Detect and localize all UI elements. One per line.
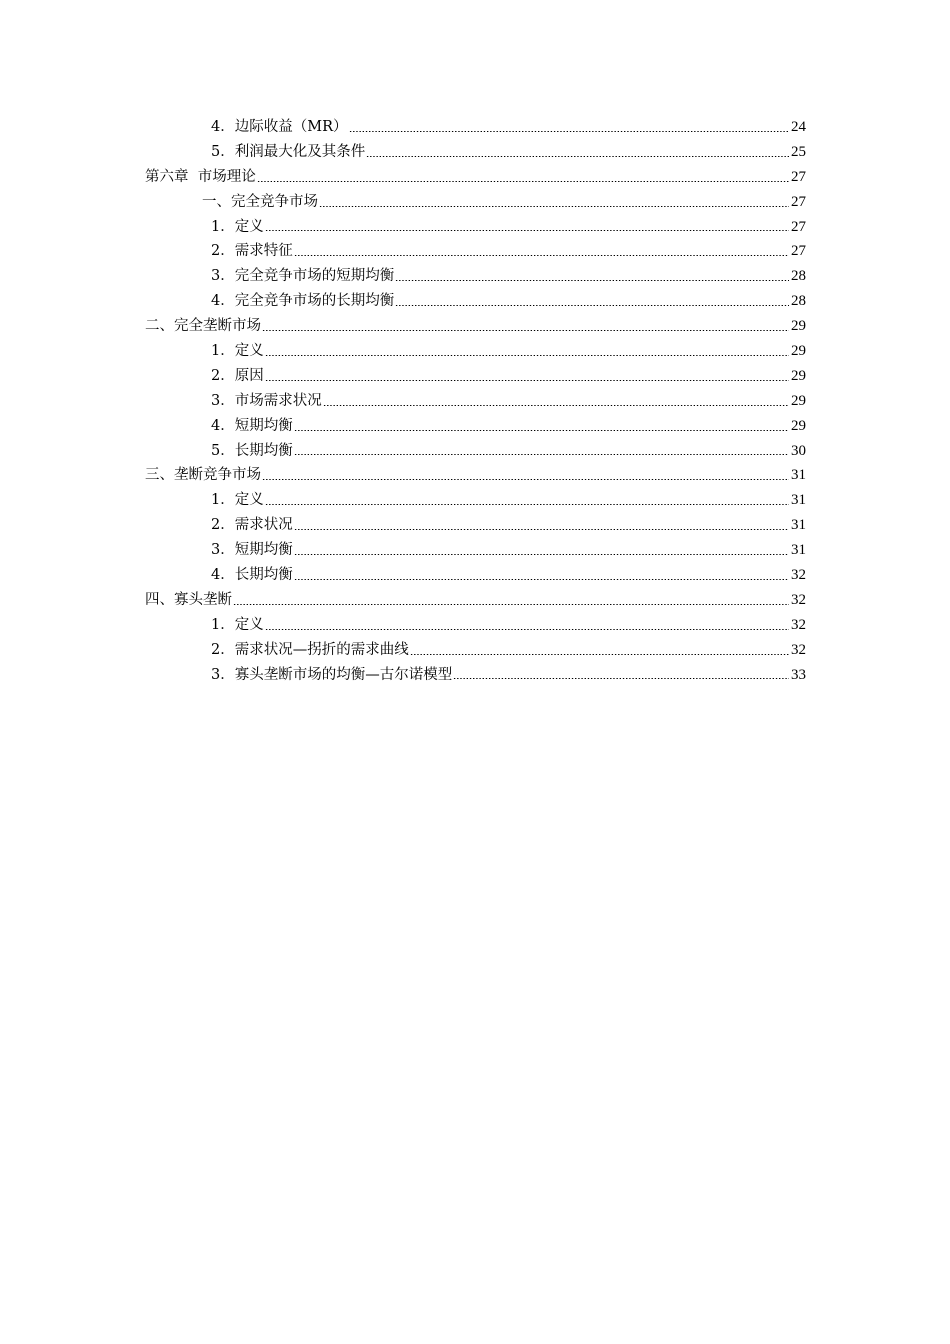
- toc-dot-leader: [294, 529, 789, 530]
- toc-page-number: 29: [791, 367, 806, 384]
- toc-entry-monopoly-demand[interactable]: [0, 389, 950, 414]
- toc-page-number: 27: [791, 218, 806, 235]
- toc-dot-leader: [410, 654, 789, 655]
- toc-page-number: 31: [791, 517, 806, 534]
- toc-page-number: 31: [791, 467, 806, 484]
- toc-entry-monopoly-causes[interactable]: [0, 364, 950, 389]
- toc-entry-mc-demand[interactable]: [0, 513, 950, 538]
- toc-page-number: 24: [791, 119, 806, 135]
- toc-entry-monopoly[interactable]: [0, 314, 950, 339]
- toc-dot-leader: [395, 280, 789, 281]
- toc-entry-label: 4．完全竞争市场的长期均衡: [211, 293, 395, 310]
- toc-entry-monopoly-long-run[interactable]: [0, 439, 950, 464]
- toc-dot-leader: [265, 629, 789, 630]
- toc-entry-label: 3．市场需求状况: [211, 392, 322, 409]
- toc-entry-label: 1．定义: [211, 343, 264, 360]
- toc-entry-label: 一、完全竞争市场: [202, 193, 318, 210]
- toc-entry-mc-long-run[interactable]: [0, 563, 950, 588]
- toc-entry-label: 4．边际收益（MR）: [211, 119, 348, 135]
- toc-entry-mc-definition[interactable]: [0, 488, 950, 513]
- toc-page-number: 27: [791, 193, 806, 210]
- toc-page-number: 32: [791, 567, 806, 584]
- toc-entry-pc-definition[interactable]: [0, 215, 950, 240]
- toc-page-number: 29: [791, 417, 806, 434]
- toc-entry-label: 1．定义: [211, 218, 264, 235]
- toc-entry-pc-demand[interactable]: [0, 239, 950, 264]
- toc-entry-label: 2．需求状况—拐折的需求曲线: [211, 641, 409, 658]
- toc-page-number: 28: [791, 268, 806, 285]
- toc-entry-pc-long-run[interactable]: [0, 289, 950, 314]
- toc-entry-label: 2．需求特征: [211, 243, 293, 260]
- toc-entry-label: 3．寡头垄断市场的均衡—古尔诺模型: [211, 666, 453, 683]
- toc-dot-leader: [257, 181, 789, 182]
- toc-page-number: 32: [791, 591, 806, 608]
- toc-page-number: 31: [791, 492, 806, 509]
- toc-entry-oligopoly-definition[interactable]: [0, 613, 950, 638]
- toc-entry-label: 2．需求状况: [211, 517, 293, 534]
- toc-entry-perfect-competition[interactable]: [0, 190, 950, 215]
- toc-dot-leader: [265, 355, 789, 356]
- toc-page-number: 32: [791, 641, 806, 658]
- toc-dot-leader: [366, 156, 789, 157]
- toc-page-number: 27: [791, 243, 806, 260]
- toc-dot-leader: [395, 305, 789, 306]
- toc-entry-label: 3．短期均衡: [211, 542, 293, 559]
- toc-entry-label: 4．短期均衡: [211, 417, 293, 434]
- toc-entry-oligopoly[interactable]: [0, 588, 950, 613]
- toc-page-number: 29: [791, 392, 806, 409]
- toc-entry-label: 3．完全竞争市场的短期均衡: [211, 268, 395, 285]
- toc-entry-label: 4．长期均衡: [211, 567, 293, 584]
- toc-dot-leader: [294, 554, 789, 555]
- toc-entry-label: 1．定义: [211, 616, 264, 633]
- toc-entry-label: 三、垄断竞争市场: [145, 467, 261, 484]
- toc-dot-leader: [233, 604, 789, 605]
- toc-dot-leader: [294, 454, 789, 455]
- toc-dot-leader: [294, 430, 789, 431]
- toc-entry-label: 第六章 市场理论: [145, 168, 256, 185]
- toc-page-number: 28: [791, 293, 806, 310]
- toc-entry-monopoly-short-run[interactable]: [0, 414, 950, 439]
- toc-entry-label: 二、完全垄断市场: [145, 318, 261, 335]
- toc-dot-leader: [323, 405, 789, 406]
- toc-dot-leader: [349, 131, 790, 132]
- table-of-contents: [0, 115, 950, 687]
- toc-dot-leader: [319, 206, 789, 207]
- toc-entry-mc-short-run[interactable]: [0, 538, 950, 563]
- toc-entry-kinked-demand[interactable]: [0, 638, 950, 663]
- toc-entry-marginal-revenue[interactable]: [0, 115, 950, 140]
- toc-dot-leader: [294, 579, 789, 580]
- toc-entry-label: 1．定义: [211, 492, 264, 509]
- toc-entry-label: 5．利润最大化及其条件: [211, 143, 366, 160]
- toc-dot-leader: [265, 380, 789, 381]
- toc-page-number: 31: [791, 542, 806, 559]
- toc-entry-label: 2．原因: [211, 367, 264, 384]
- toc-entry-profit-maximization[interactable]: [0, 140, 950, 165]
- toc-dot-leader: [265, 504, 789, 505]
- toc-entry-cournot-model[interactable]: [0, 663, 950, 688]
- toc-entry-chapter-six[interactable]: [0, 165, 950, 190]
- toc-entry-label: 四、寡头垄断: [145, 591, 232, 608]
- toc-entry-monopolistic-competition[interactable]: [0, 463, 950, 488]
- toc-page-number: 27: [791, 168, 806, 185]
- toc-page-number: 29: [791, 343, 806, 360]
- toc-page-number: 29: [791, 318, 806, 335]
- toc-page-number: 25: [791, 143, 806, 160]
- toc-entry-pc-short-run[interactable]: [0, 264, 950, 289]
- toc-dot-leader: [262, 330, 789, 331]
- toc-entry-monopoly-definition[interactable]: [0, 339, 950, 364]
- toc-dot-leader: [265, 230, 789, 231]
- toc-page-number: 32: [791, 616, 806, 633]
- toc-page-number: 33: [791, 666, 806, 683]
- toc-page-number: 30: [791, 442, 806, 459]
- toc-dot-leader: [294, 255, 789, 256]
- toc-dot-leader: [453, 678, 789, 679]
- toc-dot-leader: [262, 479, 789, 480]
- toc-entry-label: 5．长期均衡: [211, 442, 293, 459]
